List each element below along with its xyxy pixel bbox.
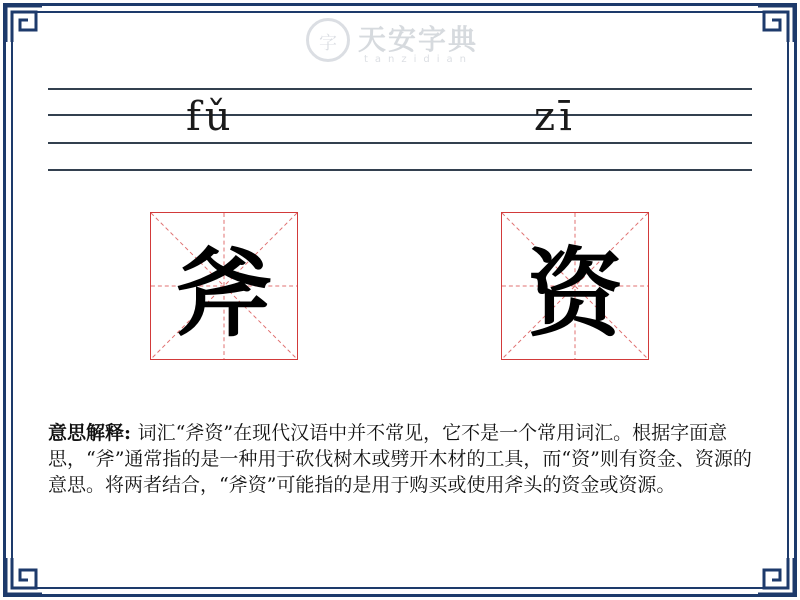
pinyin-rule-4 — [48, 169, 752, 171]
character-grid-1 — [150, 212, 298, 360]
logo-seal-text: 字 — [319, 33, 337, 54]
pinyin-1: fǔ — [186, 94, 235, 140]
pinyin-rule-1 — [48, 88, 752, 90]
pinyin-2: zī — [534, 94, 576, 140]
pinyin-rule-3 — [48, 142, 752, 144]
corner-ornament-bottom-right — [756, 556, 796, 596]
explanation-label: 意思解释 — [48, 422, 125, 444]
watermark-logo — [300, 14, 500, 70]
explanation-separator: : — [124, 422, 138, 444]
corner-ornament-top-left — [4, 4, 44, 44]
corner-ornament-top-right — [756, 4, 796, 44]
pinyin-rule-2 — [48, 114, 752, 116]
explanation — [48, 420, 752, 498]
logo-subtitle: tanzidian — [364, 54, 474, 65]
character-1: 斧 — [176, 237, 272, 350]
character-grid-2 — [501, 212, 649, 360]
character-2: 资 — [527, 237, 623, 350]
logo-seal — [306, 18, 350, 62]
corner-ornament-bottom-left — [4, 556, 44, 596]
inner-frame — [11, 11, 789, 589]
explanation-text: 词汇“斧资”在现代汉语中并不常见，它不是一个常用词汇。根据字面意思，“斧”通常指的是一种用于砍伐树木或劈开木材的工具，而“资”则有资金、资源的意思。将两者结合，“斧资”可能指的是用于购买或使用斧头的资金或资源。 — [48, 422, 752, 496]
logo-name: 天安字典 — [358, 23, 479, 56]
